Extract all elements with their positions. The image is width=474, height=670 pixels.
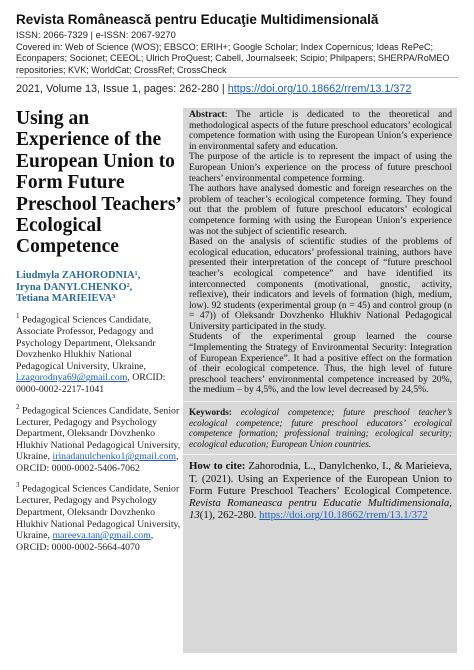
journal-title: Revista Românească pentru Educaţie Multidimensională [16,12,379,27]
abstract-paragraph: Based on the analysis of scientific studies of the problems of ecological education, educators’ professional training, authors have presented their interpretation of the concept of “future preschool teacher’s ecological competence” and have identified its interconnected components (motivational, gnostic, activity, reflexive), their indicators and levels of formation (high, medium, low). 92 students (experimental group (n = 45) and control group (n = 47)) of Oleksandr Dovzhenko Hlukhiv National Pedagogical University participated in the study. [189,236,452,332]
author-name[interactable]: Iryna DANYLCHENKO², [16,281,133,293]
keywords-text: ecological competence; future preschool teacher’s ecological competence; future preschool educators’ ecological competence formation; professional training; ecological security; ecological education; European Union countries. [189,407,452,449]
orcid: , ORCID: 0000-0002-5664-4070 [16,530,154,553]
affiliation-text: Pedagogical Sciences Candidate, Senior Lecturer, Pedagogy and Psychology Department, Oleksandr Dovzhenko Hlukhiv National Pedagogical University, Ukraine, [16,483,181,542]
section-divider [183,401,458,402]
affiliation-number: 1 [16,312,20,321]
affiliation-text: Pedagogical Sciences Candidate, Associate Professor, Pedagogy and Psychology Department, Oleksandr Dovzhenko Hlukhiv National Pedagogical University, Ukraine, [16,314,156,372]
citation-pages: (1), 262-280. [199,509,260,522]
orcid: , ORCID: 0000-0002-2217-1041 [16,372,166,396]
affiliation [16,402,182,475]
citation-journal: Revista Romaneasca pentru Educatie Multidimensionala, 13 [189,497,452,522]
journal-indexing: Covered in: Web of Science (WOS); EBSCO; ERIH+; Google Scholar; Index Copernicus; Ideas RePeC; Econpapers; Socionet; CEEOL; Ulrich ProQuest; Cabell, Journalseek; Scipio; Philpapers; SHERPA/RoMEO repositories; KVK; WorldCat; CrossRef; CrossCheck [16,42,450,75]
affiliation-text: Pedagogical Sciences Candidate, Senior Lecturer, Pedagogy and Psychology Department, Oleksandr Dovzhenko Hlukhiv National Pedagogical University, Ukraine, [16,404,181,463]
author-list [16,270,182,305]
article-title: Using an Experience of the European Union to Form Future Preschool Teachers’ Ecological Competence [16,108,181,258]
abstract-label: Abstract [189,109,225,120]
author-name[interactable]: Liudmyla ZAHORODNIA¹, [16,269,141,281]
keywords-label: Keywords: [189,407,232,418]
keywords [189,407,452,449]
abstract-paragraph: The authors have analysed domestic and foreign researches on the problem of teacher’s ecological competence forming. They found out that the problem of future preschool educators’ ecological competence forming with using the European Union’s experience was not the subject of scientific research. [189,183,452,237]
affiliation-number: 2 [16,402,20,411]
doi-link[interactable]: https://doi.org/10.18662/rrem/13.1/372 [227,83,412,95]
section-divider [183,454,458,455]
abstract-panel [183,108,457,653]
author-email[interactable]: l.zagorodnya69@gmail.com [16,372,128,384]
citation [189,460,452,521]
header-divider [16,77,458,78]
citation-doi-link[interactable]: https://doi.org/10.18662/rrem/13.1/372 [259,509,428,522]
abstract-paragraph: Students of the experimental group learned the course “Implementing the Strategy of Environmental Security: Integration of European Experience”. It had a positive effect on the formation of their ecological competence. Thus, the high level of future preschool teachers’ environmental competence increased by 20%, the medium – by 4,5%, and the low level decreased by 24,5%. [189,331,452,396]
affiliation [16,311,182,395]
orcid: , ORCID: 0000-0002-5406-7062 [16,451,179,474]
abstract [189,110,452,396]
issue-line [16,83,411,95]
issue-info: 2021, Volume 13, Issue 1, pages: 262-280 | [16,83,228,95]
affiliation-number: 3 [16,481,20,490]
abstract-paragraph: : The article is dedicated to the theoretical and methodological aspects of the future preschool educators’ ecological competence formation with using the European Union’s experience in environmental safety and education. [189,109,452,152]
author-email[interactable]: mareeva.tan@gmail.com [52,530,151,542]
citation-label: How to cite: [189,460,246,473]
author-email[interactable]: irinadanulchenko1@gmail.com [52,451,177,463]
citation-text: Zahorodnia, L., Danylchenko, I., & Marieieva, T. (2021). Using an Experience of the European Union to Form Future Preschool Teachers’ Ecological Competence. [189,460,452,497]
abstract-paragraph: The purpose of the article is to represent the impact of using the European Union’s experience on the process of future preschool teachers’ environmental competence forming. [189,151,452,184]
affiliation [16,480,182,553]
journal-issn: ISSN: 2066-7329 | e-ISSN: 2067-9270 [16,29,176,40]
article-sidebar [16,108,182,553]
journal-header [16,12,456,76]
author-name[interactable]: Tetiana MARIEIEVA³ [16,293,116,305]
